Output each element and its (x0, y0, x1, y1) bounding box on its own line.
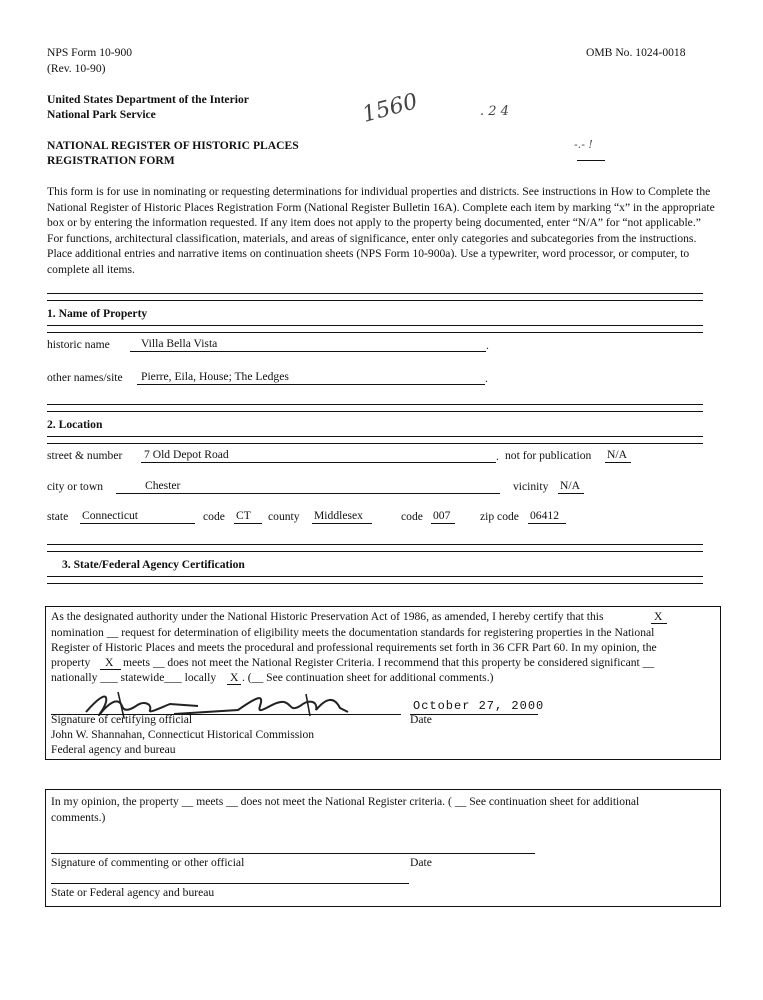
form-revision: (Rev. 10-90) (47, 62, 106, 75)
handwritten-number: 1560 (359, 89, 421, 128)
section-divider (47, 404, 703, 412)
cert-line5-end: . (__ See continuation sheet for additional comments.) (242, 671, 494, 684)
opinion-line1: In my opinion, the property __ meets __ does not meet the National Register criteria. ( __ See continuation sheet for additional (51, 795, 640, 808)
street-label: street & number (47, 449, 123, 462)
historic-name-label: historic name (47, 338, 110, 351)
county-code-value[interactable]: 007 (433, 509, 451, 522)
not-for-publication-line (605, 462, 631, 463)
city-line (116, 493, 500, 494)
city-label: city or town (47, 480, 104, 493)
county-code-label: code (401, 510, 423, 523)
street-value[interactable]: 7 Old Depot Road (144, 448, 229, 461)
cert-line4-start: property (51, 656, 91, 669)
city-value[interactable]: Chester (145, 479, 181, 492)
official-name: John W. Shannahan, Connecticut Historical Commission (51, 728, 315, 741)
handwritten-mark-2: -.- ! (574, 138, 593, 151)
state-code-line (234, 523, 262, 524)
section-divider (47, 436, 703, 444)
other-names-value[interactable]: Pierre, Eila, House; The Ledges (141, 370, 289, 383)
instructions-paragraph: This form is for use in nominating or requesting determinations for individual properties and districts. See instructions in How to Complete the National Register of Historic Places Registration Form (National Register Bulletin 16A). Complete each item by marking “x” in the appropriate box or by entering the information requested. If any item does not apply to the property being documented, enter “N/A” for “not applicable.” For functions, architectural classification, materials, and areas of significance, enter only categories and subcategories from the instructions. Place additional entries and narrative items on continuation sheets (NPS Form 10-900a). Use a typewriter, word processor, or computer, to complete all items. (47, 185, 715, 276)
county-label: county (268, 510, 300, 523)
opinion-date-label: Date (410, 856, 432, 869)
other-names-line (137, 384, 485, 385)
form-number: NPS Form 10-900 (47, 46, 133, 59)
form-title-line2: REGISTRATION FORM (47, 154, 175, 167)
opinion-signature-label: Signature of commenting or other official (51, 856, 245, 869)
cert-line3: Register of Historic Places and meets the procedural and professional requirements set forth in 36 CFR Part 60. In my opinion, the (51, 641, 657, 654)
section-divider (47, 576, 703, 584)
section1-heading: 1. Name of Property (47, 307, 148, 320)
cert-mark-locally[interactable]: X (230, 671, 239, 684)
vicinity-label: vicinity (513, 480, 549, 493)
state-line (80, 523, 195, 524)
not-for-publication-label: not for publication (505, 449, 592, 462)
department-name: United States Department of the Interior (47, 93, 249, 106)
zip-label: zip code (480, 510, 519, 523)
handwritten-mark: . 2 4 (480, 104, 509, 119)
cert-line1: As the designated authority under the National Historic Preservation Act of 1986, as amended, I hereby certify that this (51, 610, 604, 623)
date-label: Date (410, 713, 432, 726)
cert-mark-nomination[interactable]: X (654, 610, 663, 623)
omb-number: OMB No. 1024-0018 (586, 46, 686, 59)
section3-heading: 3. State/Federal Agency Certification (62, 558, 245, 571)
historic-name-line (130, 351, 486, 352)
cert-mark-line (651, 623, 667, 624)
vicinity-line (558, 493, 584, 494)
section2-heading: 2. Location (47, 418, 103, 431)
street-line (141, 462, 496, 463)
signature-label: Signature of certifying official (51, 713, 193, 726)
cert-line4-end: meets __ does not meet the National Register Criteria. I recommend that this property be considered significant __ (123, 656, 655, 669)
service-name: National Park Service (47, 108, 156, 121)
opinion-line2: comments.) (51, 811, 106, 824)
line-end-period: . (496, 450, 499, 463)
state-code-value[interactable]: CT (236, 509, 251, 522)
cert-mark-line (227, 684, 241, 685)
cert-line5-start: nationally ___ statewide___ locally (51, 671, 217, 684)
section-divider (47, 293, 703, 301)
form-title-line1: NATIONAL REGISTER OF HISTORIC PLACES (47, 139, 299, 152)
county-value[interactable]: Middlesex (314, 509, 363, 522)
state-code-label: code (203, 510, 225, 523)
line-end-period: . (486, 339, 489, 352)
zip-line (528, 523, 566, 524)
line-end-period: . (485, 372, 488, 385)
state-value[interactable]: Connecticut (82, 509, 139, 522)
certification-date-value[interactable]: October 27, 2000 (413, 699, 545, 713)
agency-label: Federal agency and bureau (51, 743, 176, 756)
section-divider (47, 325, 703, 333)
county-line (312, 523, 372, 524)
not-for-publication-value[interactable]: N/A (607, 448, 627, 461)
cert-mark-meets[interactable]: X (105, 656, 114, 669)
cert-mark-line (100, 669, 121, 670)
opinion-signature-line (51, 853, 535, 854)
zip-value[interactable]: 06412 (530, 509, 559, 522)
other-names-label: other names/site (47, 371, 123, 384)
opinion-agency-label: State or Federal agency and bureau (51, 886, 215, 899)
section-divider (47, 544, 703, 552)
cert-line2: nomination __ request for determination of eligibility meets the documentation standards for registering properties in the National (51, 626, 655, 639)
state-label: state (47, 510, 69, 523)
county-code-line (431, 523, 455, 524)
vicinity-value[interactable]: N/A (560, 479, 580, 492)
opinion-agency-line (51, 883, 409, 884)
handwritten-line (577, 160, 605, 161)
historic-name-value[interactable]: Villa Bella Vista (141, 337, 218, 350)
